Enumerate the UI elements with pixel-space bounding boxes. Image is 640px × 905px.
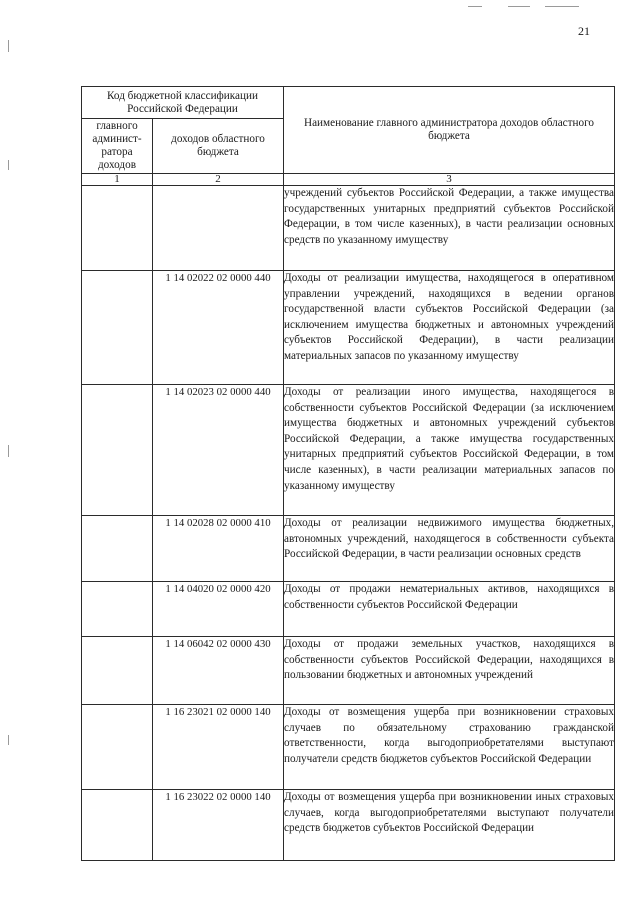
income-code-cell: 1 16 23021 02 0000 140 <box>153 705 284 790</box>
admin-code-cell <box>82 186 153 271</box>
income-code-cell: 1 14 02028 02 0000 410 <box>153 516 284 582</box>
income-code-cell: 1 14 04020 02 0000 420 <box>153 582 284 637</box>
scan-artifact-left-2 <box>8 160 9 170</box>
scan-artifact-top-3 <box>545 6 579 7</box>
page-number: 21 <box>578 24 590 38</box>
table-row <box>82 705 615 790</box>
col-number-3: 3 <box>284 174 615 186</box>
table-row <box>82 790 615 861</box>
income-name-cell: Доходы от возмещения ущерба при возникновении страховых случаев по обязательному страхованию гражданской ответственности, когда выгодоприобретателями выступают получатели средств бюджетов субъектов Российской Федерации <box>284 705 615 790</box>
header-col3-title: Наименование главного администратора доходов областного бюджета <box>284 87 615 174</box>
header-col2-title: доходов областного бюджета <box>153 119 284 174</box>
table-row <box>82 582 615 637</box>
income-code-cell: 1 14 02023 02 0000 440 <box>153 385 284 516</box>
table-row <box>82 637 615 705</box>
scan-artifact-top-1 <box>468 6 482 7</box>
scan-artifact-left-1 <box>8 40 9 52</box>
col-number-1: 1 <box>82 174 153 186</box>
admin-code-cell <box>82 516 153 582</box>
income-name-cell: учреждений субъектов Российской Федерации, а также имущества государственных унитарных предприятий субъектов Российской Федерации, в том числе казенных), в части реализации основных средств по указанному имуществу <box>284 186 615 271</box>
col-number-2: 2 <box>153 174 284 186</box>
admin-code-cell <box>82 582 153 637</box>
table-row <box>82 186 615 271</box>
admin-code-cell <box>82 790 153 861</box>
admin-code-cell <box>82 637 153 705</box>
income-code-cell: 1 14 06042 02 0000 430 <box>153 637 284 705</box>
admin-code-cell <box>82 271 153 385</box>
income-name-cell: Доходы от реализации иного имущества, находящегося в собственности субъектов Российской Федерации (за исключением имущества бюджетных и автономных учреждений субъектов Российской Федерации, а также имущества государственных унитарных предприятий субъектов Российской Федерации, в том числе казенных), в части реализации материальных запасов по указанному имуществу <box>284 385 615 516</box>
income-name-cell: Доходы от реализации недвижимого имущества бюджетных, автономных учреждений, находящегося в собственности субъекта Российской Федерации, в части реализации основных средств <box>284 516 615 582</box>
scan-artifact-top-2 <box>508 6 530 7</box>
table-row <box>82 271 615 385</box>
income-name-cell: Доходы от продажи нематериальных активов, находящихся в собственности субъектов Российской Федерации <box>284 582 615 637</box>
income-code-cell <box>153 186 284 271</box>
table-row <box>82 516 615 582</box>
income-code-cell: 1 16 23022 02 0000 140 <box>153 790 284 861</box>
table-body <box>82 186 615 861</box>
scan-artifact-left-3 <box>8 445 9 457</box>
income-code-cell: 1 14 02022 02 0000 440 <box>153 271 284 385</box>
budget-classification-table <box>81 86 615 861</box>
table-header <box>82 87 615 186</box>
income-name-cell: Доходы от реализации имущества, находящегося в оперативном управлении учреждений, находящихся в ведении органов государственной власти субъектов Российской Федерации (за исключением имущества бюджетных и автономных учреждений субъектов Российской Федерации), в части реализации материальных запасов по указанному имуществу <box>284 271 615 385</box>
header-col1-title: главного админист-ратора доходов <box>82 119 153 174</box>
admin-code-cell <box>82 385 153 516</box>
income-name-cell: Доходы от продажи земельных участков, находящихся в собственности субъектов Российской Федерации, находящихся в пользовании бюджетных и автономных учреждений <box>284 637 615 705</box>
table-row <box>82 385 615 516</box>
admin-code-cell <box>82 705 153 790</box>
header-group-title: Код бюджетной классификации Российской Федерации <box>82 87 284 119</box>
scan-artifact-left-4 <box>8 735 9 745</box>
income-name-cell: Доходы от возмещения ущерба при возникновении иных страховых случаев, когда выгодоприобретателями выступают получатели средств бюджетов субъектов Российской Федерации <box>284 790 615 861</box>
